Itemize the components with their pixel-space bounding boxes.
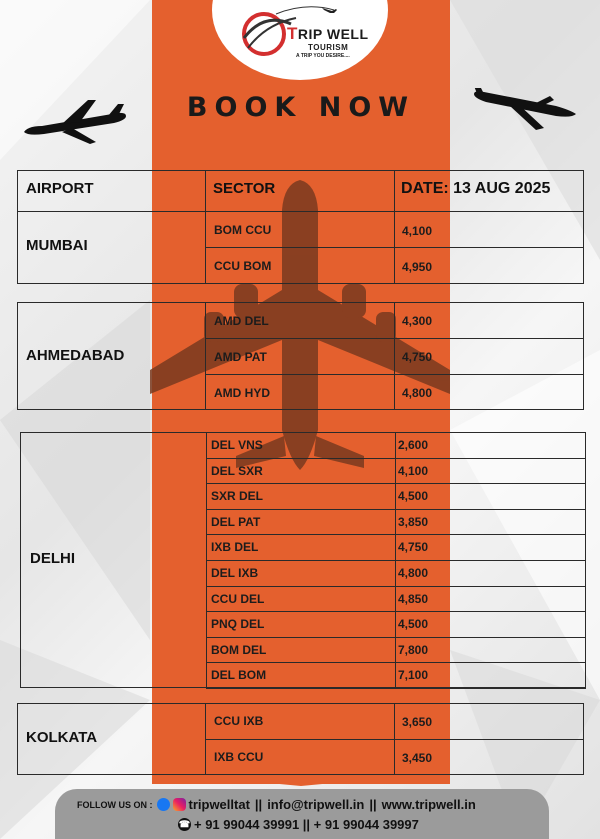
sector-label: IXB CCU: [214, 750, 264, 764]
brand-rest: RIP WELL: [297, 26, 369, 42]
separator: ||: [254, 797, 263, 812]
price-label: 4,800: [402, 386, 433, 400]
sector-label: BOM CCU: [214, 223, 272, 237]
sector-label: PNQ DEL: [211, 617, 265, 632]
airplane-icon-right: [472, 88, 578, 138]
price-label: 7,800: [398, 642, 429, 657]
separator: ||: [369, 797, 377, 812]
price-label: 2,600: [398, 438, 429, 452]
sector-label: DEL PAT: [211, 514, 261, 529]
sector-label: AMD PAT: [214, 350, 267, 364]
page-title: BOOK NOW: [186, 92, 416, 123]
brand-subtitle: TOURISM: [308, 43, 349, 52]
airport-label: AHMEDABAD: [26, 347, 125, 364]
price-label: 3,850: [398, 514, 429, 529]
header-sector: SECTOR: [213, 180, 276, 197]
brand-initial: T: [287, 24, 298, 43]
header-date: DATE: 13 AUG 2025: [401, 180, 551, 197]
airport-label: KOLKATA: [26, 729, 98, 746]
price-label: 3,650: [402, 715, 433, 729]
sector-label: CCU IXB: [214, 714, 264, 728]
airplane-icon-left: [22, 96, 128, 146]
price-label: 4,750: [402, 350, 433, 364]
phone-numbers[interactable]: + 91 99044 39991 || + 91 99044 39997: [194, 817, 419, 832]
sector-label: AMD HYD: [214, 386, 270, 400]
airport-label: DELHI: [30, 550, 75, 567]
price-label: 4,500: [398, 617, 429, 632]
brand-name: [287, 24, 369, 44]
price-label: 7,100: [398, 668, 429, 683]
price-label: 4,300: [402, 314, 433, 328]
airport-label: MUMBAI: [26, 237, 88, 254]
price-label: 4,750: [398, 540, 429, 555]
sector-label: DEL BOM: [211, 668, 267, 683]
sector-label: SXR DEL: [211, 489, 264, 504]
sector-label: DEL VNS: [211, 438, 263, 452]
follow-label: FOLLOW US ON :: [77, 799, 153, 810]
header-airport: AIRPORT: [26, 180, 94, 197]
footer-phone-line: [178, 817, 419, 832]
price-label: 4,850: [398, 591, 429, 606]
email-link[interactable]: info@tripwell.in: [267, 797, 365, 812]
price-label: 3,450: [402, 751, 433, 765]
footer-contact-line: [77, 797, 476, 812]
price-label: 4,500: [398, 489, 429, 504]
sector-label: DEL SXR: [211, 463, 263, 478]
website-link[interactable]: www.tripwell.in: [381, 797, 476, 812]
sector-label: DEL IXB: [211, 566, 259, 580]
facebook-icon[interactable]: [157, 798, 170, 811]
price-label: 4,100: [402, 224, 433, 238]
social-handle[interactable]: tripwelltat: [188, 797, 250, 812]
price-label: 4,950: [402, 260, 433, 274]
sector-label: CCU BOM: [214, 259, 272, 273]
sector-label: IXB DEL: [211, 540, 259, 555]
instagram-icon[interactable]: [173, 798, 186, 811]
sector-label: CCU DEL: [211, 591, 265, 606]
price-label: 4,100: [398, 463, 429, 478]
price-label: 4,800: [398, 566, 429, 580]
sector-label: BOM DEL: [211, 642, 267, 657]
brand-tagline: A TRIP YOU DESIRE....: [296, 53, 350, 59]
phone-icon: ☎: [178, 819, 191, 829]
sector-label: AMD DEL: [214, 314, 269, 328]
